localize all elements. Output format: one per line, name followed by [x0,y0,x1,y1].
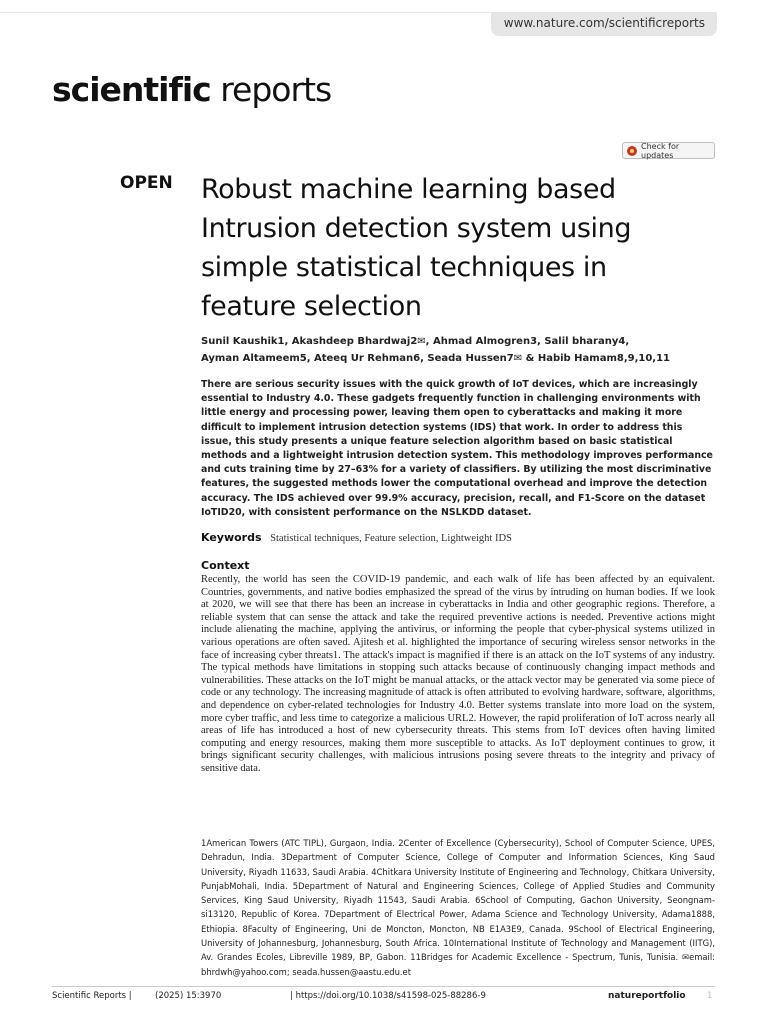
author-line-1: Sunil Kaushik1, Akashdeep Bhardwaj2✉, Ahmad Almogren3, Salil bharany4, [201,336,630,347]
keywords-section [201,531,713,544]
footer-doi-link[interactable]: | https://doi.org/10.1038/s41598-025-88286-9 [290,991,486,1001]
page-number: 1 [707,991,713,1001]
footer-divider [52,986,715,987]
journal-name-light: reports [220,70,332,109]
journal-logo [52,70,331,109]
footer-journal: Scientific Reports | [52,991,132,1001]
keywords-label: Keywords [201,531,262,544]
journal-name-bold: scientific [52,70,211,109]
publisher-logo: natureportfolio [608,991,686,1001]
author-line-2: Ayman Altameem5, Ateeq Ur Rehman6, Seada Hussen7✉ & Habib Hamam8,9,10,11 [201,353,671,364]
check-for-updates-button[interactable] [622,142,715,159]
abstract: There are serious security issues with the quick growth of IoT devices, which are increasingly essential to Industry 4.0. These gadgets frequently function in challenging environments with little energy and processing power, leaving them open to cyberattacks and making it more difficult to implement intrusion detection systems (IDS) that work. In order to address this issue, this study presents a unique feature selection algorithm based on basic statistical methods and a lightweight intrusion detection system. This methodology improves performance and cuts training time by 27–63% for a variety of classifiers. By utilizing the most discriminative features, the suggested methods lower the computational overhead and improve the detection accuracy. The IDS achieved over 99.9% accuracy, precision, recall, and F1-Score on the dataset IoTID20, with consistent performance on the NSLKDD dataset. [201,379,713,518]
affiliations: 1American Towers (ATC TIPL), Gurgaon, India. 2Center of Excellence (Cybersecurity), School of Computer Science, UPES, Dehradun, India. 3Department of Computer Science, College of Computer and Information Sciences, King Saud University, Riyadh 11633, Saudi Arabia. 4Chitkara University Institute of Engineering and Technology, Chitkara University, PunjabMohali, India. 5Department of Natural and Engineering Sciences, College of Applied Studies and Community Services, King Saud University, Riyadh 11543, Saudi Arabia. 6School of Computing, Gachon University, Seongnam-si13120, Republic of Korea. 7Department of Electrical Power, Adama Science and Technology University, Adama1888, Ethiopia. 8Faculty of Engineering, Uni de Moncton, Moncton, NB E1A3E9, Canada. 9School of Electrical Engineering, University of Johannesburg, Johannesburg, South Africa. 10International Institute of Technology and Management (IITG), Av. Grandes Ecoles, Libreville 1989, BP, Gabon. 11Bridges for Academic Excellence - Spectrum, Tunis, Tunisia. ✉email: bhrdwh@yahoo.com; seada.hussen@aastu.edu.et [201,838,715,977]
context-body: Recently, the world has seen the COVID-19 pandemic, and each walk of life has been affected by an equivalent. Countries, governments, and native bodies emphasized the spread of the virus by intruding on human bodies. If we look at 2020, we will see that there has been an increase in cyberattacks in India and other geographic regions. Therefore, a reliable system that can sense the attack and take the required preventive actions is needed. Preventive actions might include alienating the machine, applying the antivirus, or informing the people that cyber-physical systems utilized in various operations are often saved. Ajitesh et al. highlighted the importance of securing wireless sensor networks in the face of increasing cyber threats1. The attack's impact is magnified if there is an attack on the IoT systems of any industry. The typical methods have limitations in stopping such attacks because of continuously changing impact methods and vulnerabilities. These attacks on the IoT might be manual attacks, or the attack vector may be generated via some piece of code or any technology. The increasing magnitude of attack is often attributed to evolving hardware, software, algorithms, and dependence on cyber-related technologies for Industry 4.0. Better systems translate into more load on the system, more cyber traffic, and less time to categorize a malicious URL2. However, the rapid proliferation of IoT across nearly all areas of life has introduced a host of new cybersecurity threats. This stems from IoT devices often having limited computing and energy resources, making them more susceptible to attacks. As IoT deployment continues to grow, it brings significant security challenges, with malicious intrusions posing severe threats to the integrity and privacy of sensitive data. [201,574,715,774]
keywords-list: Statistical techniques, Feature selection, Lightweight IDS [270,533,512,544]
open-access-label: OPEN [120,173,173,193]
site-url-tab [491,12,717,36]
author-list [201,333,721,367]
footer-volume: (2025) 15:3970 [155,991,222,1001]
site-url[interactable]: www.nature.com/scientificreports [503,16,705,30]
article-title: Robust machine learning based Intrusion detection system using simple statistical techniques in feature selection [201,174,632,322]
context-heading: Context [201,559,250,572]
crossmark-icon [627,146,637,156]
check-for-updates-label: Check for updates [641,141,680,160]
